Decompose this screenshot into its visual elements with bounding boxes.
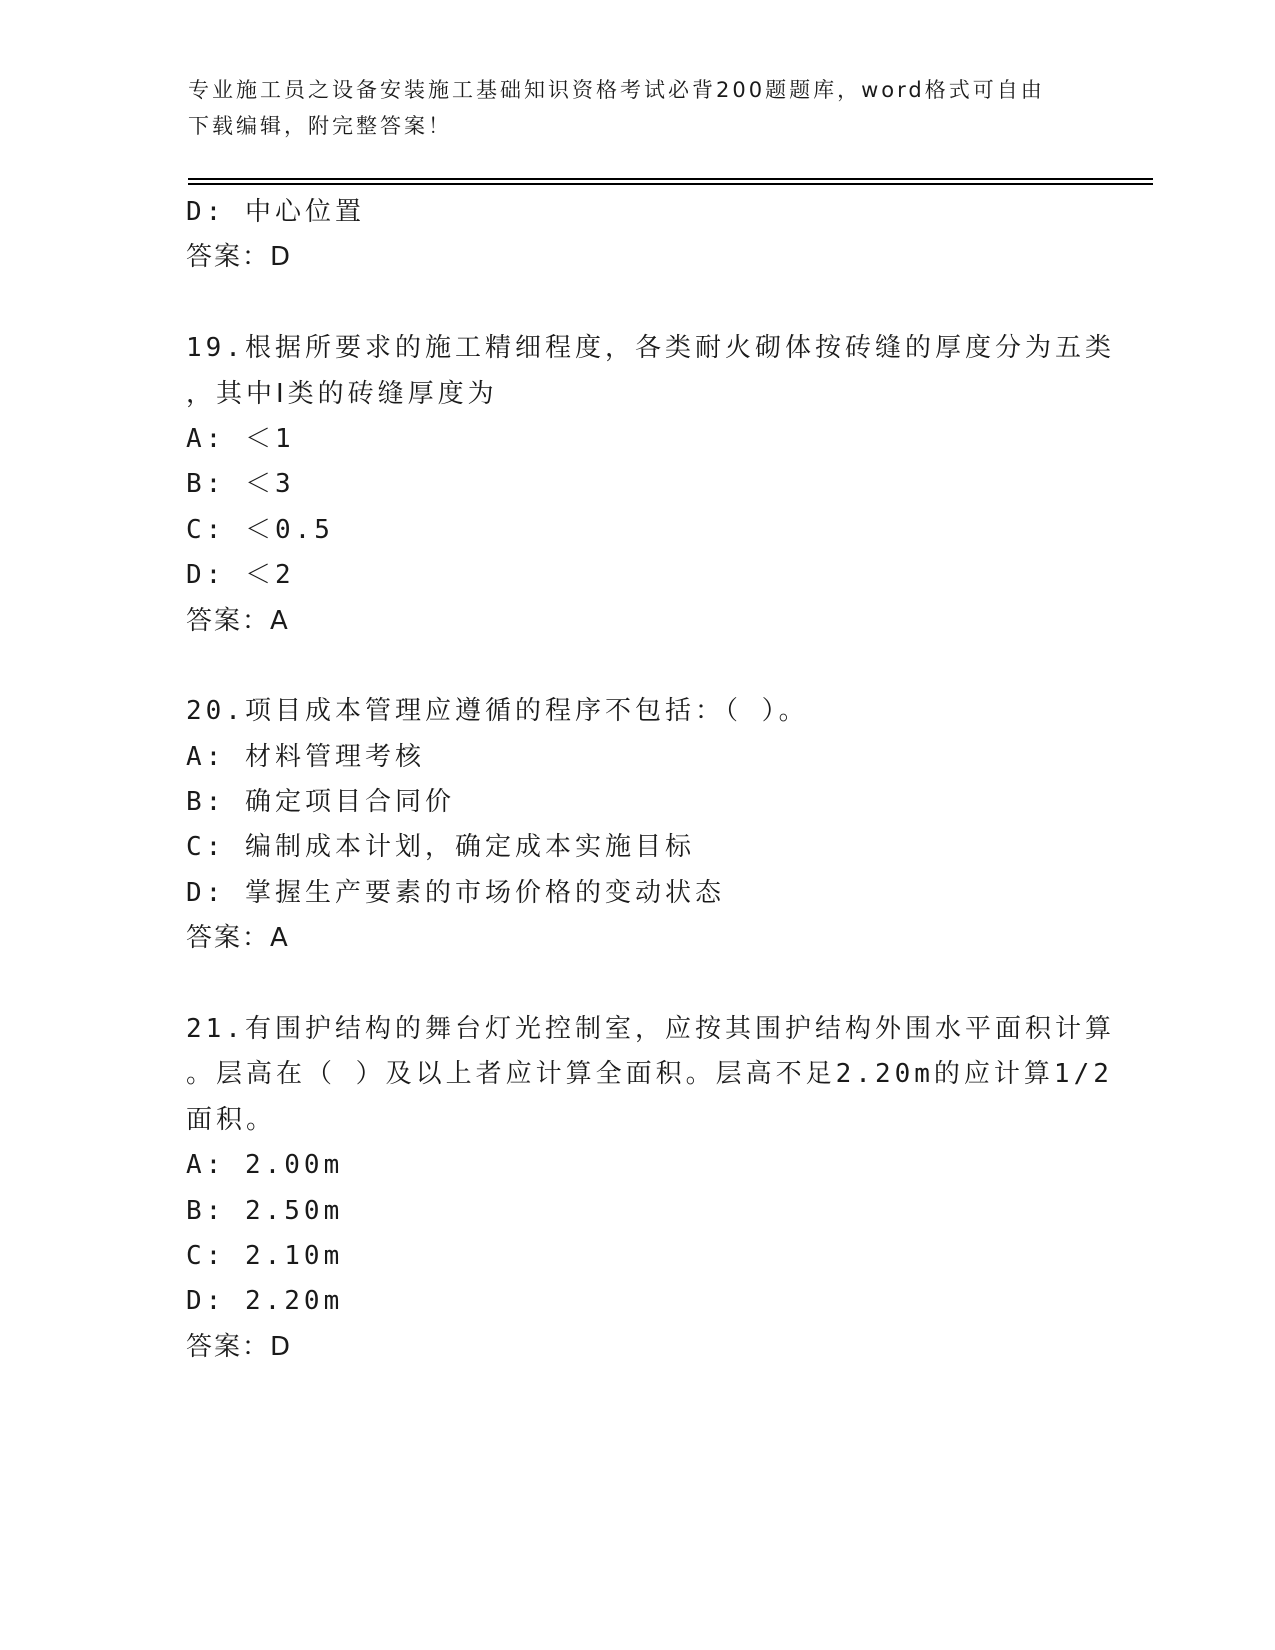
answer: 答案：D (186, 1331, 293, 1362)
option-d: D: 掌握生产要素的市场价格的变动状态 (186, 877, 725, 908)
question-21 (186, 1007, 1115, 1370)
option-d: D: 2.20m (186, 1286, 344, 1317)
header-rule-bottom (188, 183, 1153, 185)
option-a: A: 材料管理考核 (186, 741, 425, 772)
header-line-2: 下载编辑，附完整答案！ (188, 114, 452, 138)
prev-answer: 答案：D (186, 242, 293, 273)
spacer (186, 281, 1106, 326)
answer: 答案：A (186, 605, 290, 636)
spacer (186, 962, 1106, 1007)
header-line-1: 专业施工员之设备安装施工基础知识资格考试必背200题题库，word格式可自由 (188, 78, 1045, 102)
question-text-line: 20.项目成本管理应遵循的程序不包括：（ ）。 (186, 696, 809, 727)
option-c: C: 编制成本计划，确定成本实施目标 (186, 832, 695, 863)
spacer (186, 644, 1106, 689)
answer: 答案：A (186, 923, 290, 954)
option-b: B: 确定项目合同价 (186, 787, 455, 818)
question-text-line: 21.有围护结构的舞台灯光控制室，应按其围护结构外围水平面积计算 (186, 1014, 1115, 1045)
option-a: A: 2.00m (186, 1150, 344, 1181)
question-text-line: 面积。 (186, 1104, 277, 1135)
question-19 (186, 326, 1115, 644)
question-text-line: 19.根据所要求的施工精细程度，各类耐火砌体按砖缝的厚度分为五类 (186, 333, 1115, 364)
option-c: C: ＜0.5 (186, 514, 334, 545)
prev-option-d: D: 中心位置 (186, 197, 365, 227)
question-text-line: 。层高在（ ）及以上者应计算全面积。层高不足2.20m的应计算1/2 (186, 1059, 1113, 1090)
header-rule-top (188, 178, 1153, 180)
option-d: D: ＜2 (186, 560, 295, 591)
question-content (186, 190, 1115, 1370)
document-header (188, 72, 1088, 144)
option-c: C: 2.10m (186, 1240, 344, 1271)
option-a: A: ＜1 (186, 423, 295, 454)
question-text-line: ，其中Ⅰ类的砖缝厚度为 (186, 378, 498, 409)
question-20 (186, 689, 1106, 961)
option-b: B: 2.50m (186, 1195, 344, 1226)
option-b: B: ＜3 (186, 469, 295, 500)
